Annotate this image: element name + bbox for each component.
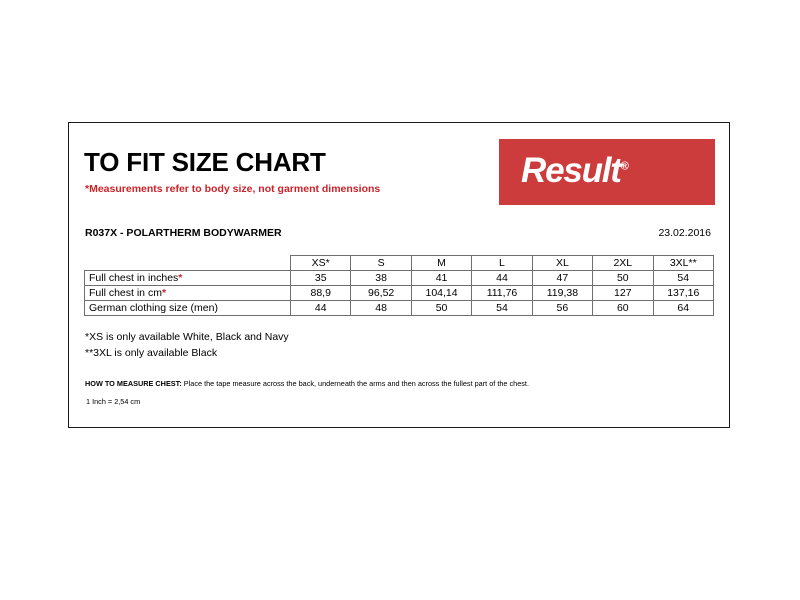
measurements-disclaimer: *Measurements refer to body size, not garment dimensions bbox=[85, 183, 381, 195]
cell-german-m: 50 bbox=[411, 301, 471, 316]
row-label-chest-inches bbox=[85, 271, 291, 286]
cell-german-xl: 56 bbox=[532, 301, 592, 316]
cell-german-s: 48 bbox=[351, 301, 411, 316]
cell-cm-m: 104,14 bbox=[411, 286, 471, 301]
column-header-2xl: 2XL bbox=[593, 256, 653, 271]
cell-german-3xl: 64 bbox=[653, 301, 713, 316]
how-to-measure-instruction: Place the tape measure across the back, underneath the arms and then across the fullest part of the chest. bbox=[181, 379, 529, 388]
brand-name: Result bbox=[521, 151, 621, 190]
cell-german-xs: 44 bbox=[291, 301, 351, 316]
availability-notes bbox=[85, 329, 714, 361]
cell-inches-2xl: 50 bbox=[593, 271, 653, 286]
cell-cm-s: 96,52 bbox=[351, 286, 411, 301]
cell-german-l: 54 bbox=[472, 301, 532, 316]
how-to-measure-block bbox=[85, 377, 714, 406]
product-code: R037X - POLARTHERM BODYWARMER bbox=[85, 227, 282, 239]
table-header-row bbox=[85, 256, 714, 271]
note-3xl-availability: **3XL is only available Black bbox=[85, 347, 218, 359]
column-header-3xl: 3XL** bbox=[653, 256, 713, 271]
how-to-measure-label: HOW TO MEASURE CHEST: bbox=[85, 379, 182, 388]
note-xs-availability: *XS is only available White, Black and Navy bbox=[85, 331, 289, 343]
cell-cm-2xl: 127 bbox=[593, 286, 653, 301]
page-title: TO FIT SIZE CHART bbox=[84, 147, 326, 177]
cell-inches-s: 38 bbox=[351, 271, 411, 286]
cell-cm-xs: 88,9 bbox=[291, 286, 351, 301]
size-chart-sheet bbox=[68, 122, 730, 428]
result-logo-text bbox=[521, 151, 629, 191]
header bbox=[84, 133, 714, 225]
cell-cm-xl: 119,38 bbox=[532, 286, 592, 301]
inch-to-cm-conversion: 1 Inch = 2,54 cm bbox=[86, 397, 141, 406]
row-label-text: Full chest in inches bbox=[89, 272, 179, 284]
table-row bbox=[85, 271, 714, 286]
size-chart-table bbox=[84, 255, 714, 316]
table-header bbox=[85, 256, 714, 271]
column-header-xs: XS* bbox=[291, 256, 351, 271]
cell-inches-3xl: 54 bbox=[653, 271, 713, 286]
how-to-measure-line bbox=[85, 377, 714, 390]
cell-cm-3xl: 137,16 bbox=[653, 286, 713, 301]
row-label-text: Full chest in cm bbox=[89, 287, 162, 299]
sheet-inner bbox=[84, 133, 714, 417]
cell-inches-xs: 35 bbox=[291, 271, 351, 286]
cell-cm-l: 111,76 bbox=[472, 286, 532, 301]
column-header-xl: XL bbox=[532, 256, 592, 271]
cell-inches-xl: 47 bbox=[532, 271, 592, 286]
result-logo bbox=[499, 139, 715, 205]
registered-trademark-icon: ® bbox=[620, 160, 629, 173]
column-header-l: L bbox=[472, 256, 532, 271]
cell-inches-l: 44 bbox=[472, 271, 532, 286]
table-body bbox=[85, 271, 714, 316]
row-label-text: German clothing size (men) bbox=[89, 302, 218, 314]
column-header-s: S bbox=[351, 256, 411, 271]
row-label-german-size bbox=[85, 301, 291, 316]
table-row bbox=[85, 301, 714, 316]
cell-inches-m: 41 bbox=[411, 271, 471, 286]
cell-german-2xl: 60 bbox=[593, 301, 653, 316]
document-date: 23.02.2016 bbox=[658, 227, 711, 239]
table-row bbox=[85, 286, 714, 301]
row-label-marker: * bbox=[161, 287, 167, 299]
column-header-m: M bbox=[411, 256, 471, 271]
row-label-chest-cm bbox=[85, 286, 291, 301]
table-corner-cell bbox=[85, 256, 291, 271]
row-label-marker: * bbox=[178, 272, 183, 284]
product-info-row bbox=[84, 227, 714, 251]
